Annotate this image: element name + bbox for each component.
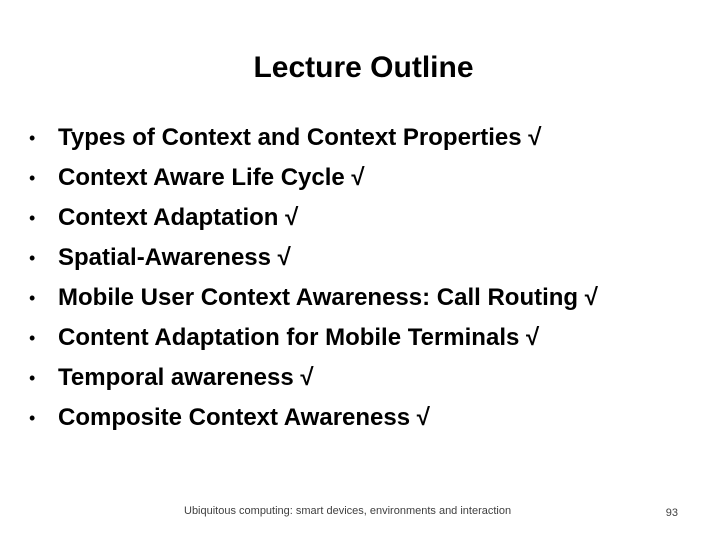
list-item (0, 358, 720, 398)
list-item-text: Composite Context Awareness √ (58, 404, 430, 431)
list-item (0, 158, 720, 198)
bullet-list (0, 118, 720, 438)
page-number: 93 (665, 507, 678, 519)
list-item (0, 398, 720, 438)
list-item-text: Context Adaptation √ (58, 204, 299, 231)
list-item (0, 118, 720, 158)
list-item-text: Types of Context and Context Properties √ (58, 124, 542, 151)
bullet-icon: • (29, 128, 36, 148)
list-item-text: Temporal awareness √ (58, 364, 314, 391)
list-item-text: Spatial-Awareness √ (58, 244, 291, 271)
list-item (0, 238, 720, 278)
list-item-text: Mobile User Context Awareness: Call Routing √ (58, 284, 598, 311)
bullet-icon: • (29, 368, 36, 388)
bullet-icon: • (29, 408, 36, 428)
bullet-icon: • (29, 248, 36, 268)
slide-footer: Ubiquitous computing: smart devices, environments and interaction (184, 505, 512, 517)
bullet-icon: • (29, 168, 36, 188)
list-item (0, 198, 720, 238)
list-item (0, 278, 720, 318)
list-item (0, 318, 720, 358)
bullet-icon: • (29, 328, 36, 348)
list-item-text: Context Aware Life Cycle √ (58, 164, 365, 191)
slide-title: Lecture Outline (253, 51, 474, 84)
bullet-icon: • (29, 288, 36, 308)
list-item-text: Content Adaptation for Mobile Terminals √ (58, 324, 540, 351)
bullet-icon: • (29, 208, 36, 228)
